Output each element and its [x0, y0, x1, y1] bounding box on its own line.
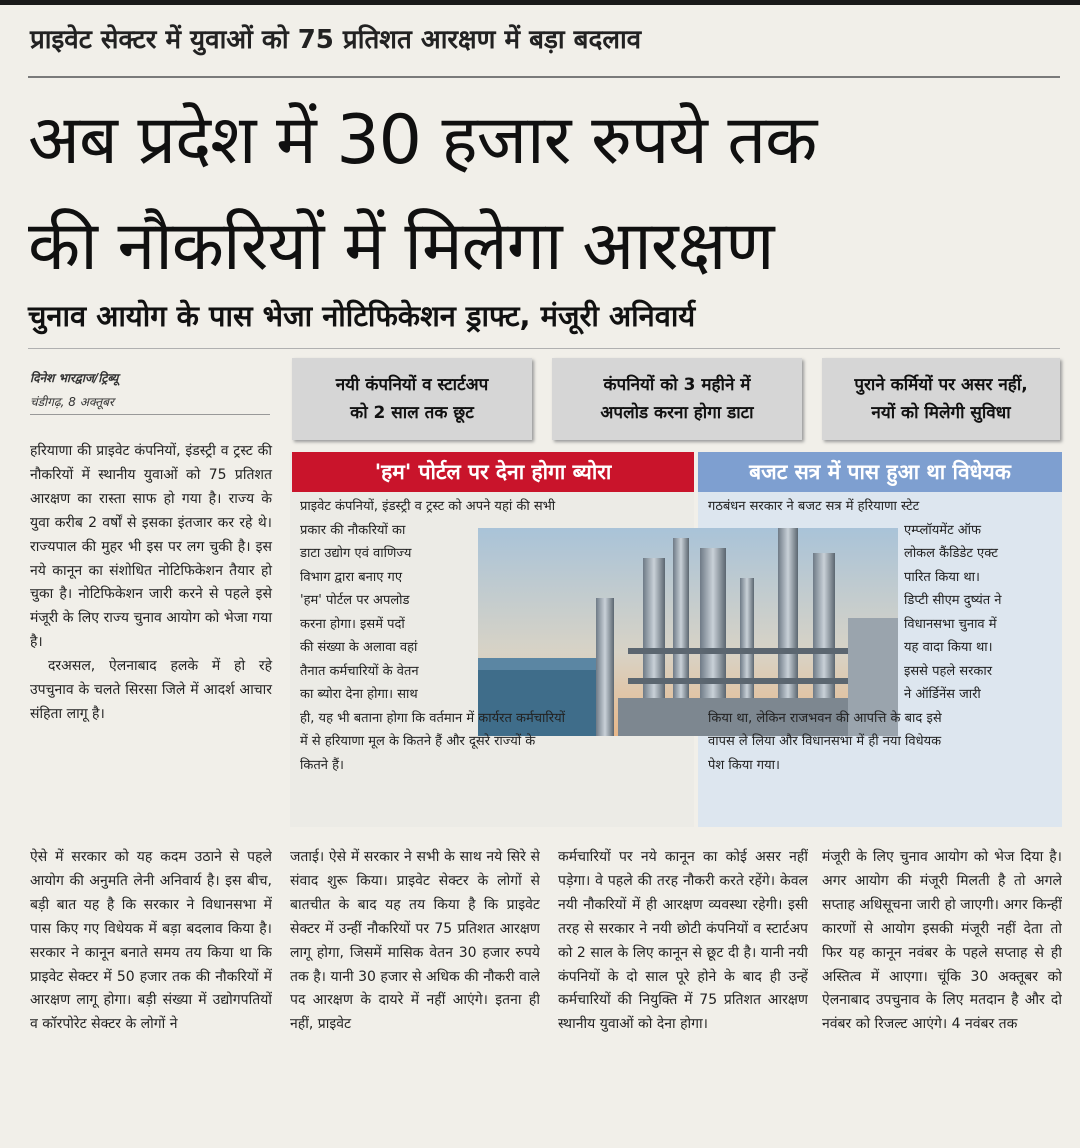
deck-subheadline: चुनाव आयोग के पास भेजा नोटिफिकेशन ड्राफ्ट, मंजूरी अनिवार्य [28, 299, 696, 333]
budget-line: ने ऑर्डिनेंस जारी [904, 687, 981, 702]
portal-box-text [300, 495, 680, 777]
kicker-divider [28, 76, 1060, 78]
body-column-4-text: मंजूरी के लिए चुनाव आयोग को भेज दिया है। अगर आयोग की मंजूरी मिलती है तो अगले सप्ताह अधिसूचना जारी हो जाएगी। अगर किन्हीं कारणों से आयोग इसकी मंजूरी नहीं देता तो फिर यह कानून नवंबर के पहले सप्ताह से ही अस्तित्व में आएगा। चूंकि 30 अक्तूबर को ऐलनाबाद उपचुनाव के लिए मतदान है और दो नवंबर को रिजल्ट आएंगे। 4 नवंबर तक [822, 849, 1062, 1033]
portal-line: प्राइवेट कंपनियों, इंडस्ट्री व ट्रस्ट को अपने यहां की सभी [300, 499, 556, 514]
budget-line: वापस ले लिया और विधानसभा में ही नया विधेयक [708, 734, 942, 749]
byline [30, 366, 118, 414]
body-column-2 [290, 846, 540, 1146]
kicker-line: प्राइवेट सेक्टर में युवाओं को 75 प्रतिशत आरक्षण में बड़ा बदलाव [30, 25, 642, 55]
headline [28, 88, 1068, 300]
budget-line: लोकल कैंडिडेट एक्ट [904, 546, 998, 561]
portal-line: डाटा उद्योग एवं वाणिज्य [300, 546, 412, 561]
highlight-2-line-1: कंपनियों को 3 महीने में [603, 375, 751, 395]
byline-dateline: चंडीगढ़, 8 अक्तूबर [30, 395, 114, 409]
budget-box-text [708, 495, 1058, 777]
budget-line: इससे पहले सरकार [904, 663, 993, 679]
body-column-1-text: ऐसे में सरकार को यह कदम उठाने से पहले आयोग की अनुमति लेनी अनिवार्य है। इस बीच, बड़ी बात यह है कि सरकार ने विधानसभा में पास किए गए विधेयक में बड़ा बदलाव किया है। सरकार ने कानून बनाते समय तय किया था कि प्राइवेट सेक्टर में 50 हजार तक की नौकरियों में आरक्षण लागू होगा। बड़ी संख्या में उद्योगपतियों व कॉरपोरेट सेक्टर के लोगों ने [30, 849, 272, 1033]
top-border [0, 0, 1080, 5]
budget-line: विधानसभा चुनाव में [904, 616, 997, 632]
headline-line-1: अब प्रदेश में 30 हजार रुपये तक [28, 101, 817, 180]
budget-line: एम्प्लॉयमेंट ऑफ [904, 522, 982, 538]
portal-line: में से हरियाणा मूल के कितने हैं और दूसरे राज्यों के [300, 734, 536, 749]
portal-line: प्रकार की नौकरियों का [300, 522, 406, 538]
budget-line: यह वादा किया था। [904, 640, 993, 655]
portal-line: कितने हैं। [300, 757, 344, 773]
highlight-3-line-1: पुराने कर्मियों पर असर नहीं, [854, 375, 1028, 395]
body-column-3 [558, 846, 808, 1146]
portal-line: तैनात कर्मचारियों के वेतन [300, 663, 419, 679]
portal-box-title: 'हम' पोर्टल पर देना होगा ब्योरा [292, 452, 694, 492]
highlight-2-line-2: अपलोड करना होगा डाटा [600, 403, 754, 423]
body-column-1 [30, 846, 272, 1146]
portal-line: की संख्या के अलावा वहां [300, 640, 418, 655]
highlight-1-line-1: नयी कंपनियों व स्टार्टअप [335, 375, 489, 395]
portal-line: 'हम' पोर्टल पर अपलोड [300, 593, 410, 608]
byline-author: दिनेश भारद्वाज/ट्रिब्यू [30, 371, 119, 385]
highlight-3-line-2: नयों को मिलेगी सुविधा [871, 403, 1011, 423]
portal-line: करना होगा। इसमें पदों [300, 616, 405, 632]
body-column-4 [822, 846, 1062, 1146]
headline-line-2: की नौकरियों में मिलेगा आरक्षण [28, 207, 774, 286]
byline-divider [30, 414, 270, 415]
budget-line: डिप्टी सीएम दुष्यंत ने [904, 593, 1002, 608]
highlight-box-1 [292, 358, 532, 440]
portal-line: ही, यह भी बताना होगा कि वर्तमान में कार्यरत कर्मचारियों [300, 710, 565, 726]
body-column-intro [30, 440, 272, 727]
highlight-box-3 [822, 358, 1060, 440]
intro-paragraph-2: दरअसल, ऐलनाबाद हलके में हो रहे उपचुनाव के चलते सिरसा जिले में आदर्श आचार संहिता लागू है। [30, 658, 272, 722]
budget-line: गठबंधन सरकार ने बजट सत्र में हरियाणा स्टेट [708, 499, 920, 514]
budget-line: पेश किया गया। [708, 757, 780, 773]
highlight-box-2 [552, 358, 802, 440]
budget-line: किया था, लेकिन राजभवन की आपत्ति के बाद इसे [708, 710, 942, 726]
highlight-1-line-2: को 2 साल तक छूट [350, 403, 474, 423]
budget-box-title: बजट सत्र में पास हुआ था विधेयक [698, 452, 1062, 492]
body-column-2-text: जताई। ऐसे में सरकार ने सभी के साथ नये सिरे से संवाद शुरू किया। प्राइवेट सेक्टर के लोगों से बातचीत के बाद यह तय किया है कि प्राइवेट सेक्टर में उन्हीं नौकरियों पर 75 प्रतिशत आरक्षण लागू होगा, जिसमें मासिक वेतन 30 हजार रुपये तक है। यानी 30 हजार से अधिक की नौकरी वाले पद आरक्षण के दायरे में नहीं आएंगे। इतना ही नहीं, प्राइवेट [290, 849, 540, 1033]
portal-line: विभाग द्वारा बनाए गए [300, 569, 403, 585]
budget-line: पारित किया था। [904, 569, 980, 585]
intro-paragraph-1: हरियाणा की प्राइवेट कंपनियों, इंडस्ट्री व ट्रस्ट की नौकरियों में स्थानीय युवाओं को 75 प्रतिशत आरक्षण का रास्ता साफ हो गया है। राज्य के युवा करीब 2 वर्षों से इसका इंतजार कर रहे थे। राज्यपाल की मुहर भी इस पर लग चुकी है। इस नये कानून का संशोधित नोटिफिकेशन तैयार हो चुका है। नोटिफिकेशन जारी करने से पहले इसे मंजूरी के लिए राज्य चुनाव आयोग को भेजा गया है। [30, 443, 272, 651]
deck-divider [28, 348, 1060, 349]
portal-line: का ब्योरा देना होगा। साथ [300, 687, 418, 702]
body-column-3-text: कर्मचारियों पर नये कानून का कोई असर नहीं पड़ेगा। वे पहले की तरह नौकरी करते रहेंगे। केवल नयी नौकरियों में ही आरक्षण व्यवस्था रहेगी। इसी तरह से सरकार ने नयी छोटी कंपनियों व स्टार्टअप को 2 साल के लिए कानून से छूट दी है। यानी नयी कंपनियों के दो साल पूरे होने के बाद ही उन्हें कर्मचारियों की नियुक्ति में 75 प्रतिशत आरक्षण स्थानीय युवाओं को देना होगा। [558, 849, 808, 1033]
